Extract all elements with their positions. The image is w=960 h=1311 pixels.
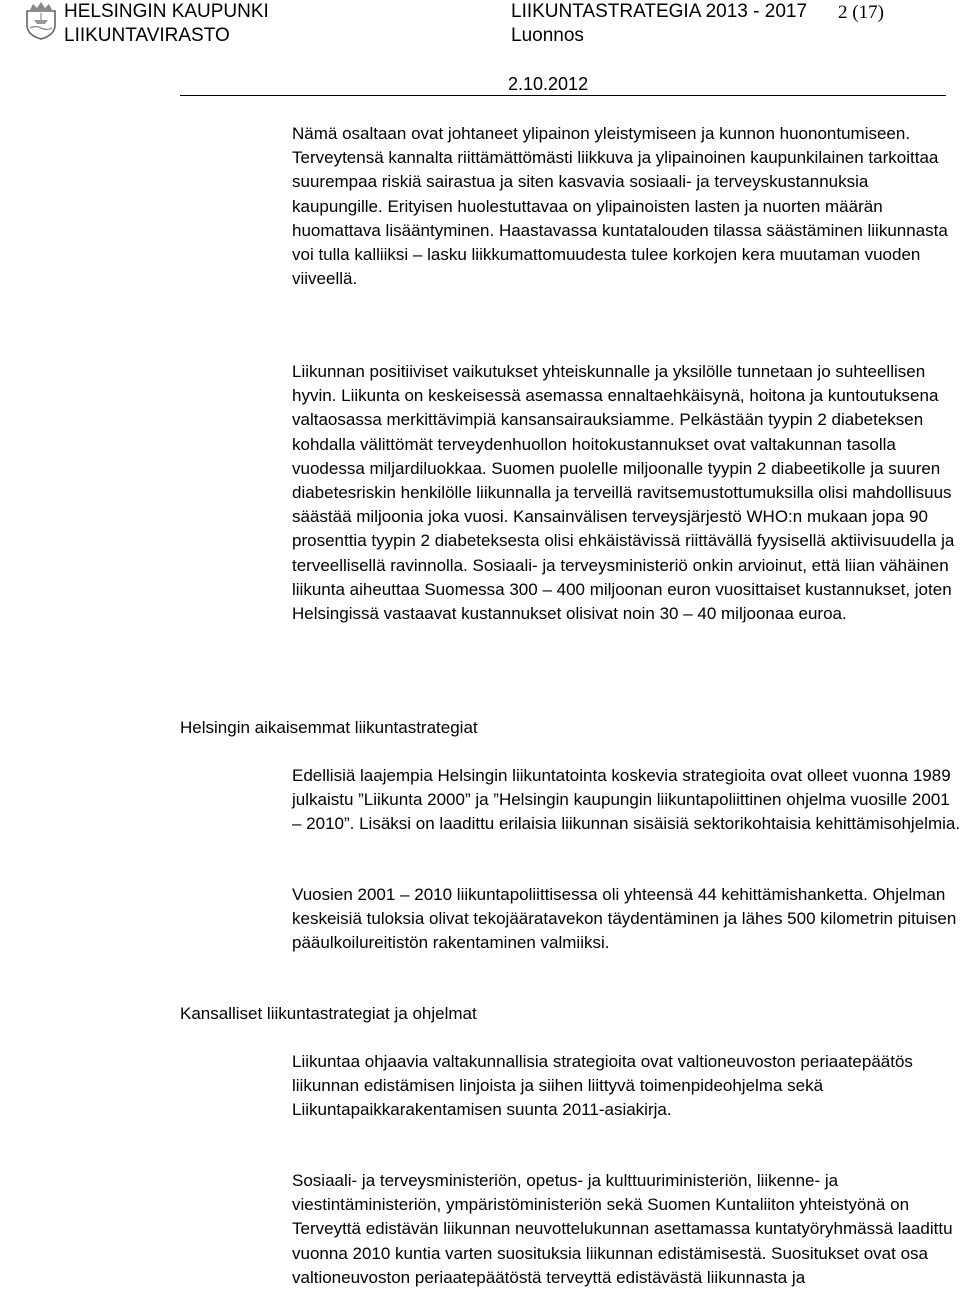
page-number: 2 (17) <box>838 2 884 23</box>
document-title: LIIKUNTASTRATEGIA 2013 - 2017 <box>511 1 808 22</box>
body-paragraph-obesity: Nämä osaltaan ovat johtaneet ylipainon yleistymiseen ja kunnon huonontumiseen. Terveytensä kannalta riittämättömästi liikkuva ja ylipainoinen kaupunkilainen tarkoittaa suurempaa riskiä sairastua ja siten kasvavia sosiaali- ja terveyskustannuksia kaupungille. Erityisen huolestuttavaa on ylipainoisten lasten ja nuorten määrän huomattava lisääntyminen. Haastavassa kuntatalouden tilassa säästäminen liikunnasta voi tulla kalliiksi – lasku liikkumattomuudesta tulee korkojen kera muutaman vuoden viiveellä. <box>292 124 948 289</box>
helsinki-coat-of-arms-icon <box>24 0 58 40</box>
organization-name: HELSINGIN KAUPUNKI <box>64 1 269 22</box>
department-name: LIIKUNTAVIRASTO <box>64 25 230 46</box>
document-date: 2.10.2012 <box>508 74 589 94</box>
section-heading-previous-strategies: Helsingin aikaisemmat liikuntastrategiat <box>180 718 478 737</box>
body-paragraph-national-strategies: Liikuntaa ohjaavia valtakunnallisia strategioita ovat valtioneuvoston periaatepäätös liikunnan edistämisen linjoista ja siihen liittyvä toimenpideohjelma sekä Liikuntapaikkarakentamisen suunta 2011-asiakirja. <box>292 1052 913 1120</box>
body-paragraph-health-effects: Liikunnan positiiviset vaikutukset yhteiskunnalle ja yksilölle tunnetaan jo suhteellisen hyvin. Liikunta on keskeisessä asemassa ennaltaehkäisynä, hoitona ja kuntoutuksena valtaosassa merkittävimpiä kansansairauksiamme. Pelkästään tyypin 2 diabeteksen kohdalla välittömät terveydenhuollon hoitokustannukset ovat valtakunnan tasolla vuodessa miljardiluokkaa. Suomen puolelle miljoonalle tyypin 2 diabeetikolle ja suuren diabetesriskin henkilölle liikunnalla ja terveillä ravitsemustottumuksilla olisi mahdollisuus säästää miljoonia joka vuosi. Kansainvälisen terveysjärjestö WHO:n mukaan jopa 90 prosenttia tyypin 2 diabeteksesta olisi ehkäistävissä riittävällä fyysisellä aktiivisuudella ja terveellisellä ravinnolla. Sosiaali- ja terveysministeriö onkin arvioinut, että liian vähäinen liikunta aiheuttaa Suomessa 300 – 400 miljoonan euron vuosittaiset kustannukset, joten Helsingissä vastaavat kustannukset olisivat noin 30 – 40 miljoonaa euroa. <box>292 362 955 624</box>
page-header <box>0 0 960 100</box>
section-heading-national-strategies: Kansalliset liikuntastrategiat ja ohjelmat <box>180 1004 477 1023</box>
header-divider <box>180 95 946 96</box>
document-status: Luonnos <box>511 25 584 46</box>
body-paragraph-ministries-recommendations: Sosiaali- ja terveysministeriön, opetus- ja kulttuuriministeriön, liikenne- ja viestintäministeriön, ympäristöministeriön sekä Suomen Kuntaliiton yhteistyönä on Terveyttä edistävän liikunnan neuvottelukunnan asettamassa kuntatyöryhmässä laadittu vuonna 2010 kuntia varten suosituksia liikunnan edistämisestä. Suositukset ovat osa valtioneuvoston periaatepäätöstä terveyttä edistävästä liikunnasta ja <box>292 1171 953 1287</box>
body-paragraph-earlier-strategies: Edellisiä laajempia Helsingin liikuntatointa koskevia strategioita ovat olleet vuonna 1989 julkaistu ”Liikunta 2000” ja ”Helsingin kaupungin liikuntapoliittinen ohjelma vuosille 2001 – 2010”. Lisäksi on laadittu erilaisia liikunnan sisäisiä sektorikohtaisia kehittämisohjelmia. <box>292 766 960 834</box>
body-paragraph-2001-2010-program: Vuosien 2001 – 2010 liikuntapoliittisessa oli yhteensä 44 kehittämishanketta. Ohjelman keskeisiä tuloksia olivat tekojääratavekon täydentäminen ja lähes 500 kilometrin pituisen pääulkoilureitistön rakentaminen valmiiksi. <box>292 885 957 953</box>
